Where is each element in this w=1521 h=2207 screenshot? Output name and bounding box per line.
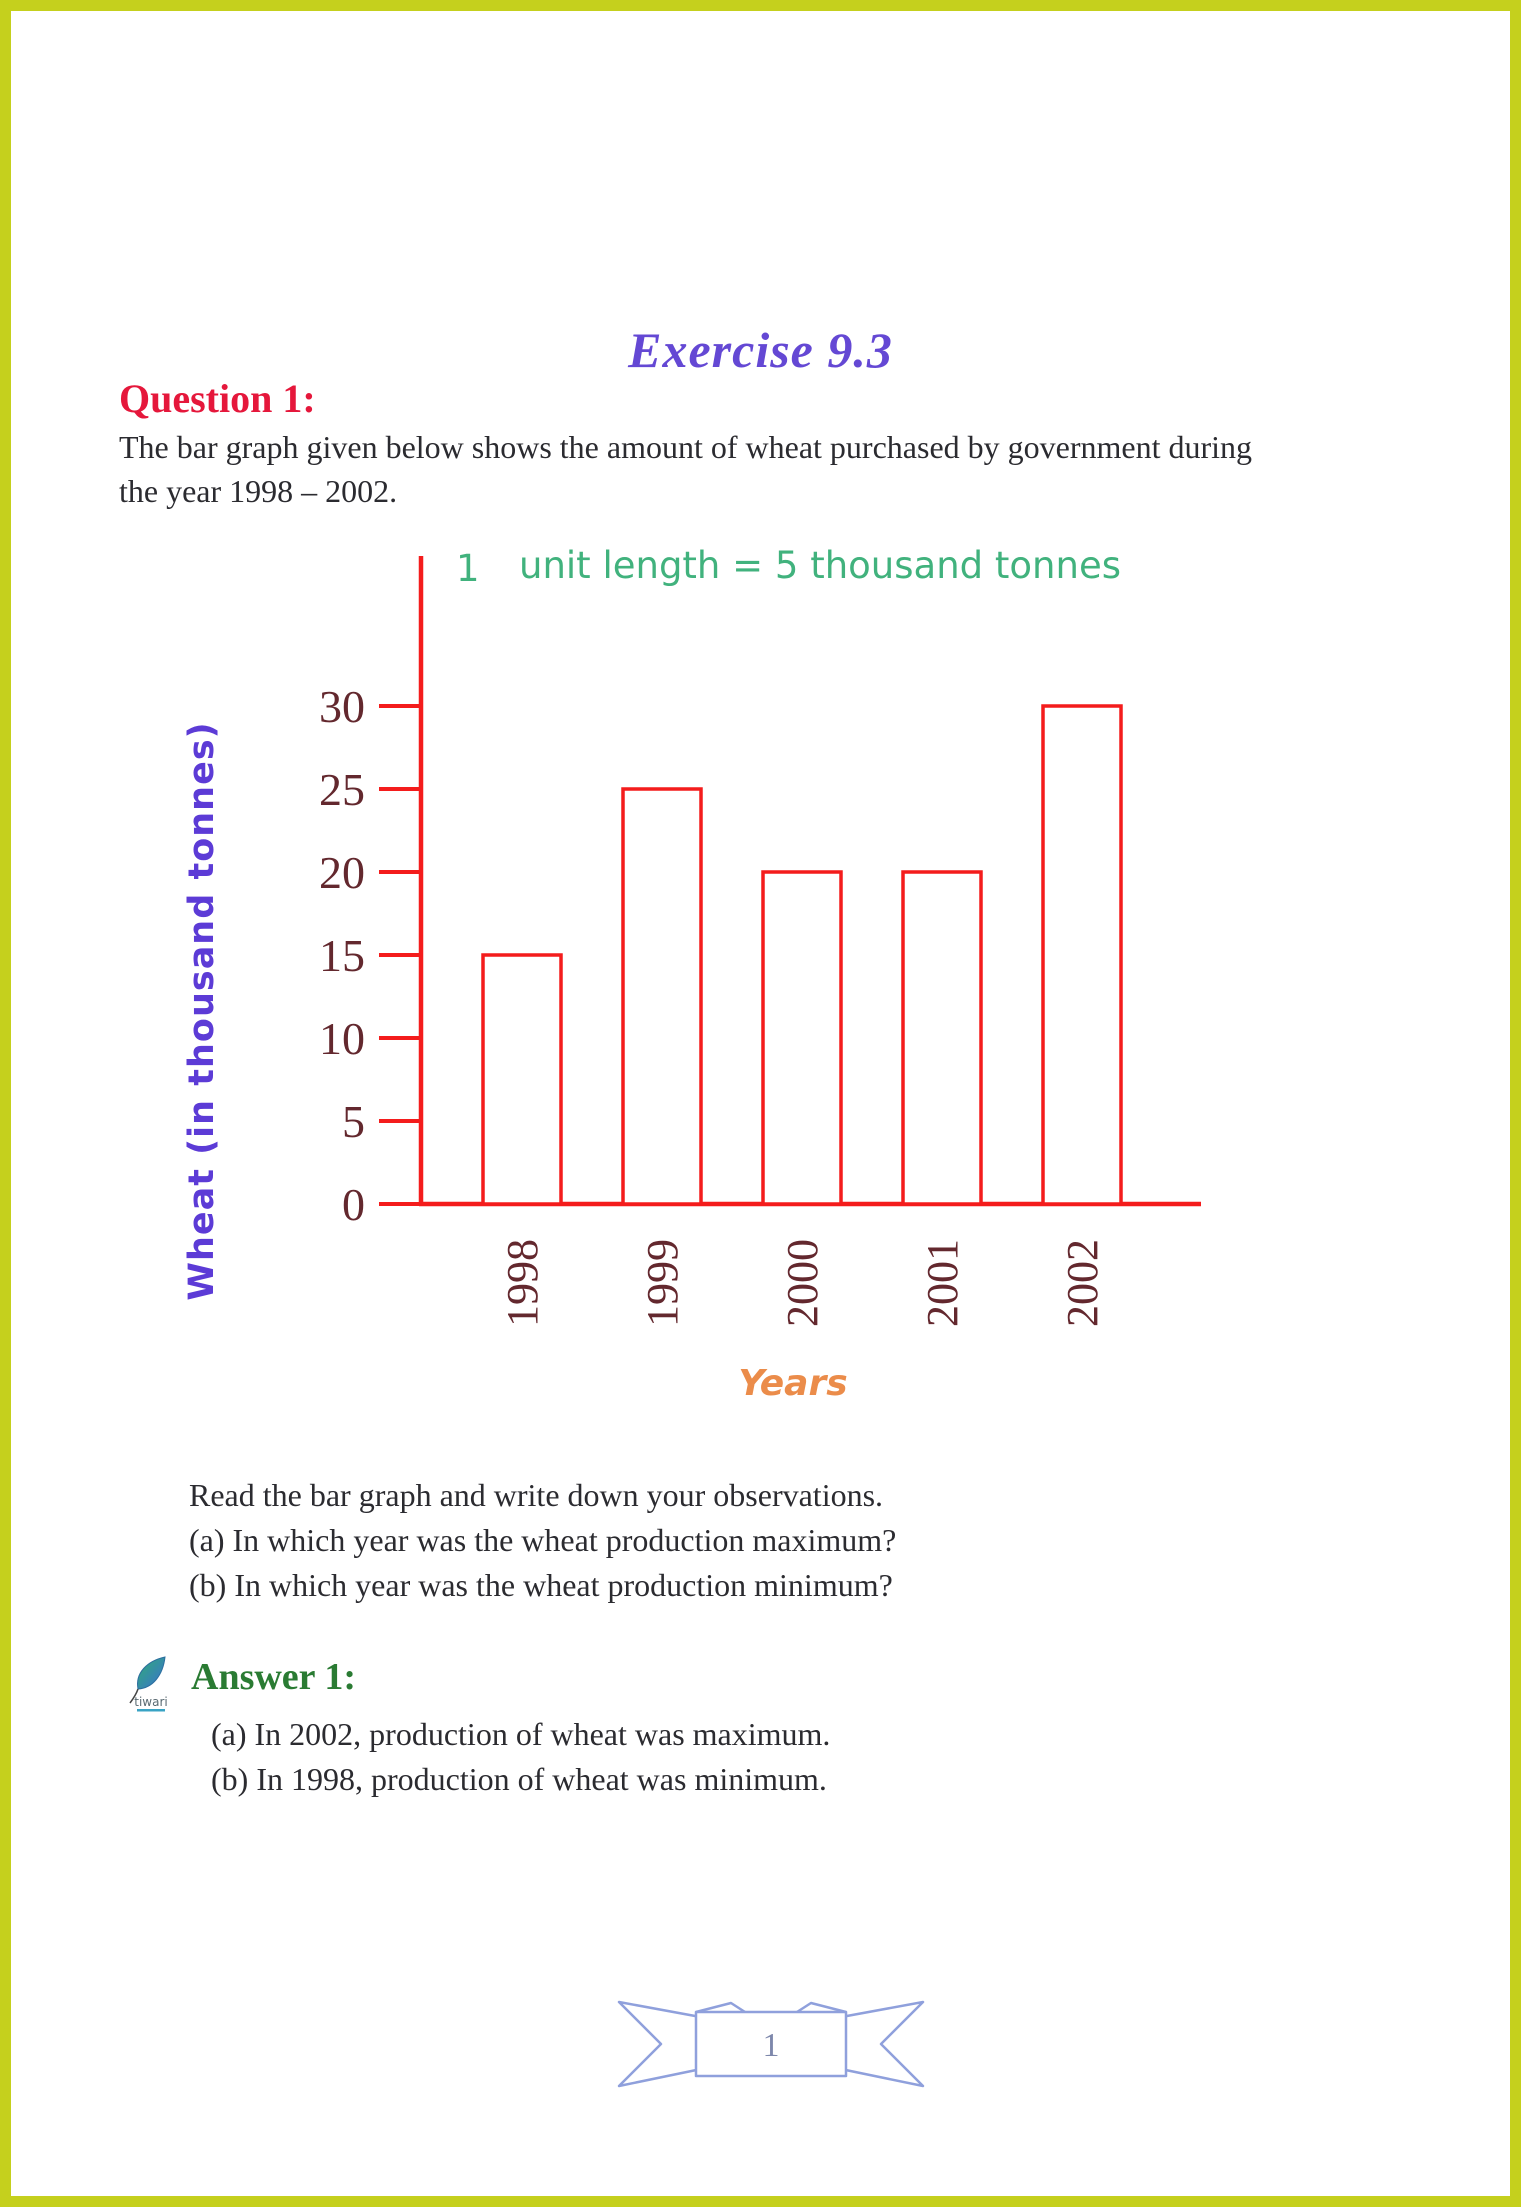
y-tick-label: 5 — [342, 1096, 365, 1147]
question-body-line: The bar graph given below shows the amount of wheat purchased by government during — [119, 429, 1253, 465]
x-category-label: 2002 — [1058, 1239, 1107, 1327]
bar-2000 — [763, 872, 841, 1204]
answer-item: (a) In 2002, production of wheat was maximum. — [211, 1716, 831, 1752]
answer-item: (b) In 1998, production of wheat was minimum. — [211, 1761, 827, 1797]
question-body — [119, 425, 1459, 513]
y-tick-label: 10 — [319, 1013, 365, 1064]
page-number: 1 — [762, 2027, 780, 2064]
y-tick-label: 25 — [319, 764, 365, 815]
bar-chart-figure — [171, 531, 1231, 1451]
answer-heading: Answer 1: — [191, 1656, 357, 1698]
chart-unit-annotation-prefix: 1 — [456, 547, 480, 590]
bar-2001 — [903, 872, 981, 1204]
prompt-line: Read the bar graph and write down your observations. — [189, 1477, 884, 1513]
y-tick-label: 30 — [319, 681, 365, 732]
y-tick-label: 15 — [319, 930, 365, 981]
y-tick-label: 0 — [342, 1179, 365, 1230]
ribbon-right-wing — [836, 2002, 923, 2086]
question-prompt — [189, 1473, 1389, 1608]
chart-unit-annotation: unit length = 5 thousand tonnes — [519, 544, 1121, 587]
question-body-line: the year 1998 – 2002. — [119, 473, 398, 509]
page-title: Exercise 9.3 — [628, 322, 893, 378]
bar-1999 — [623, 789, 701, 1204]
answer-items — [211, 1712, 1411, 1802]
y-axis-title: Wheat (in thousand tonnes) — [182, 721, 222, 1301]
bar-2002 — [1043, 706, 1121, 1204]
prompt-line: (b) In which year was the wheat production minimum? — [189, 1567, 893, 1603]
page-number-ribbon — [609, 1996, 933, 2091]
tiwari-logo-icon — [125, 1653, 179, 1715]
x-axis-title: Years — [738, 1363, 848, 1404]
ribbon-left-wing — [619, 2002, 706, 2086]
question-heading: Question 1: — [119, 376, 316, 421]
x-category-label: 1998 — [498, 1239, 547, 1327]
x-category-label: 1999 — [638, 1239, 687, 1327]
x-category-label: 2000 — [778, 1239, 827, 1327]
ribbon-banner — [609, 1996, 933, 2091]
y-tick-label: 20 — [319, 847, 365, 898]
logo-underline — [137, 1709, 165, 1712]
leaf-icon — [138, 1657, 165, 1689]
bar-1998 — [483, 955, 561, 1204]
wheat-bar-chart — [171, 531, 1231, 1451]
ribbon-right-fold — [797, 2003, 846, 2012]
x-category-label: 2001 — [918, 1239, 967, 1327]
ribbon-left-fold — [696, 2003, 745, 2012]
logo-text: tiwari — [134, 1695, 168, 1709]
chart-category-labels — [498, 1239, 1107, 1327]
prompt-line: (a) In which year was the wheat production maximum? — [189, 1522, 897, 1558]
answer-heading-row — [125, 1653, 356, 1717]
chart-bars — [483, 706, 1121, 1204]
